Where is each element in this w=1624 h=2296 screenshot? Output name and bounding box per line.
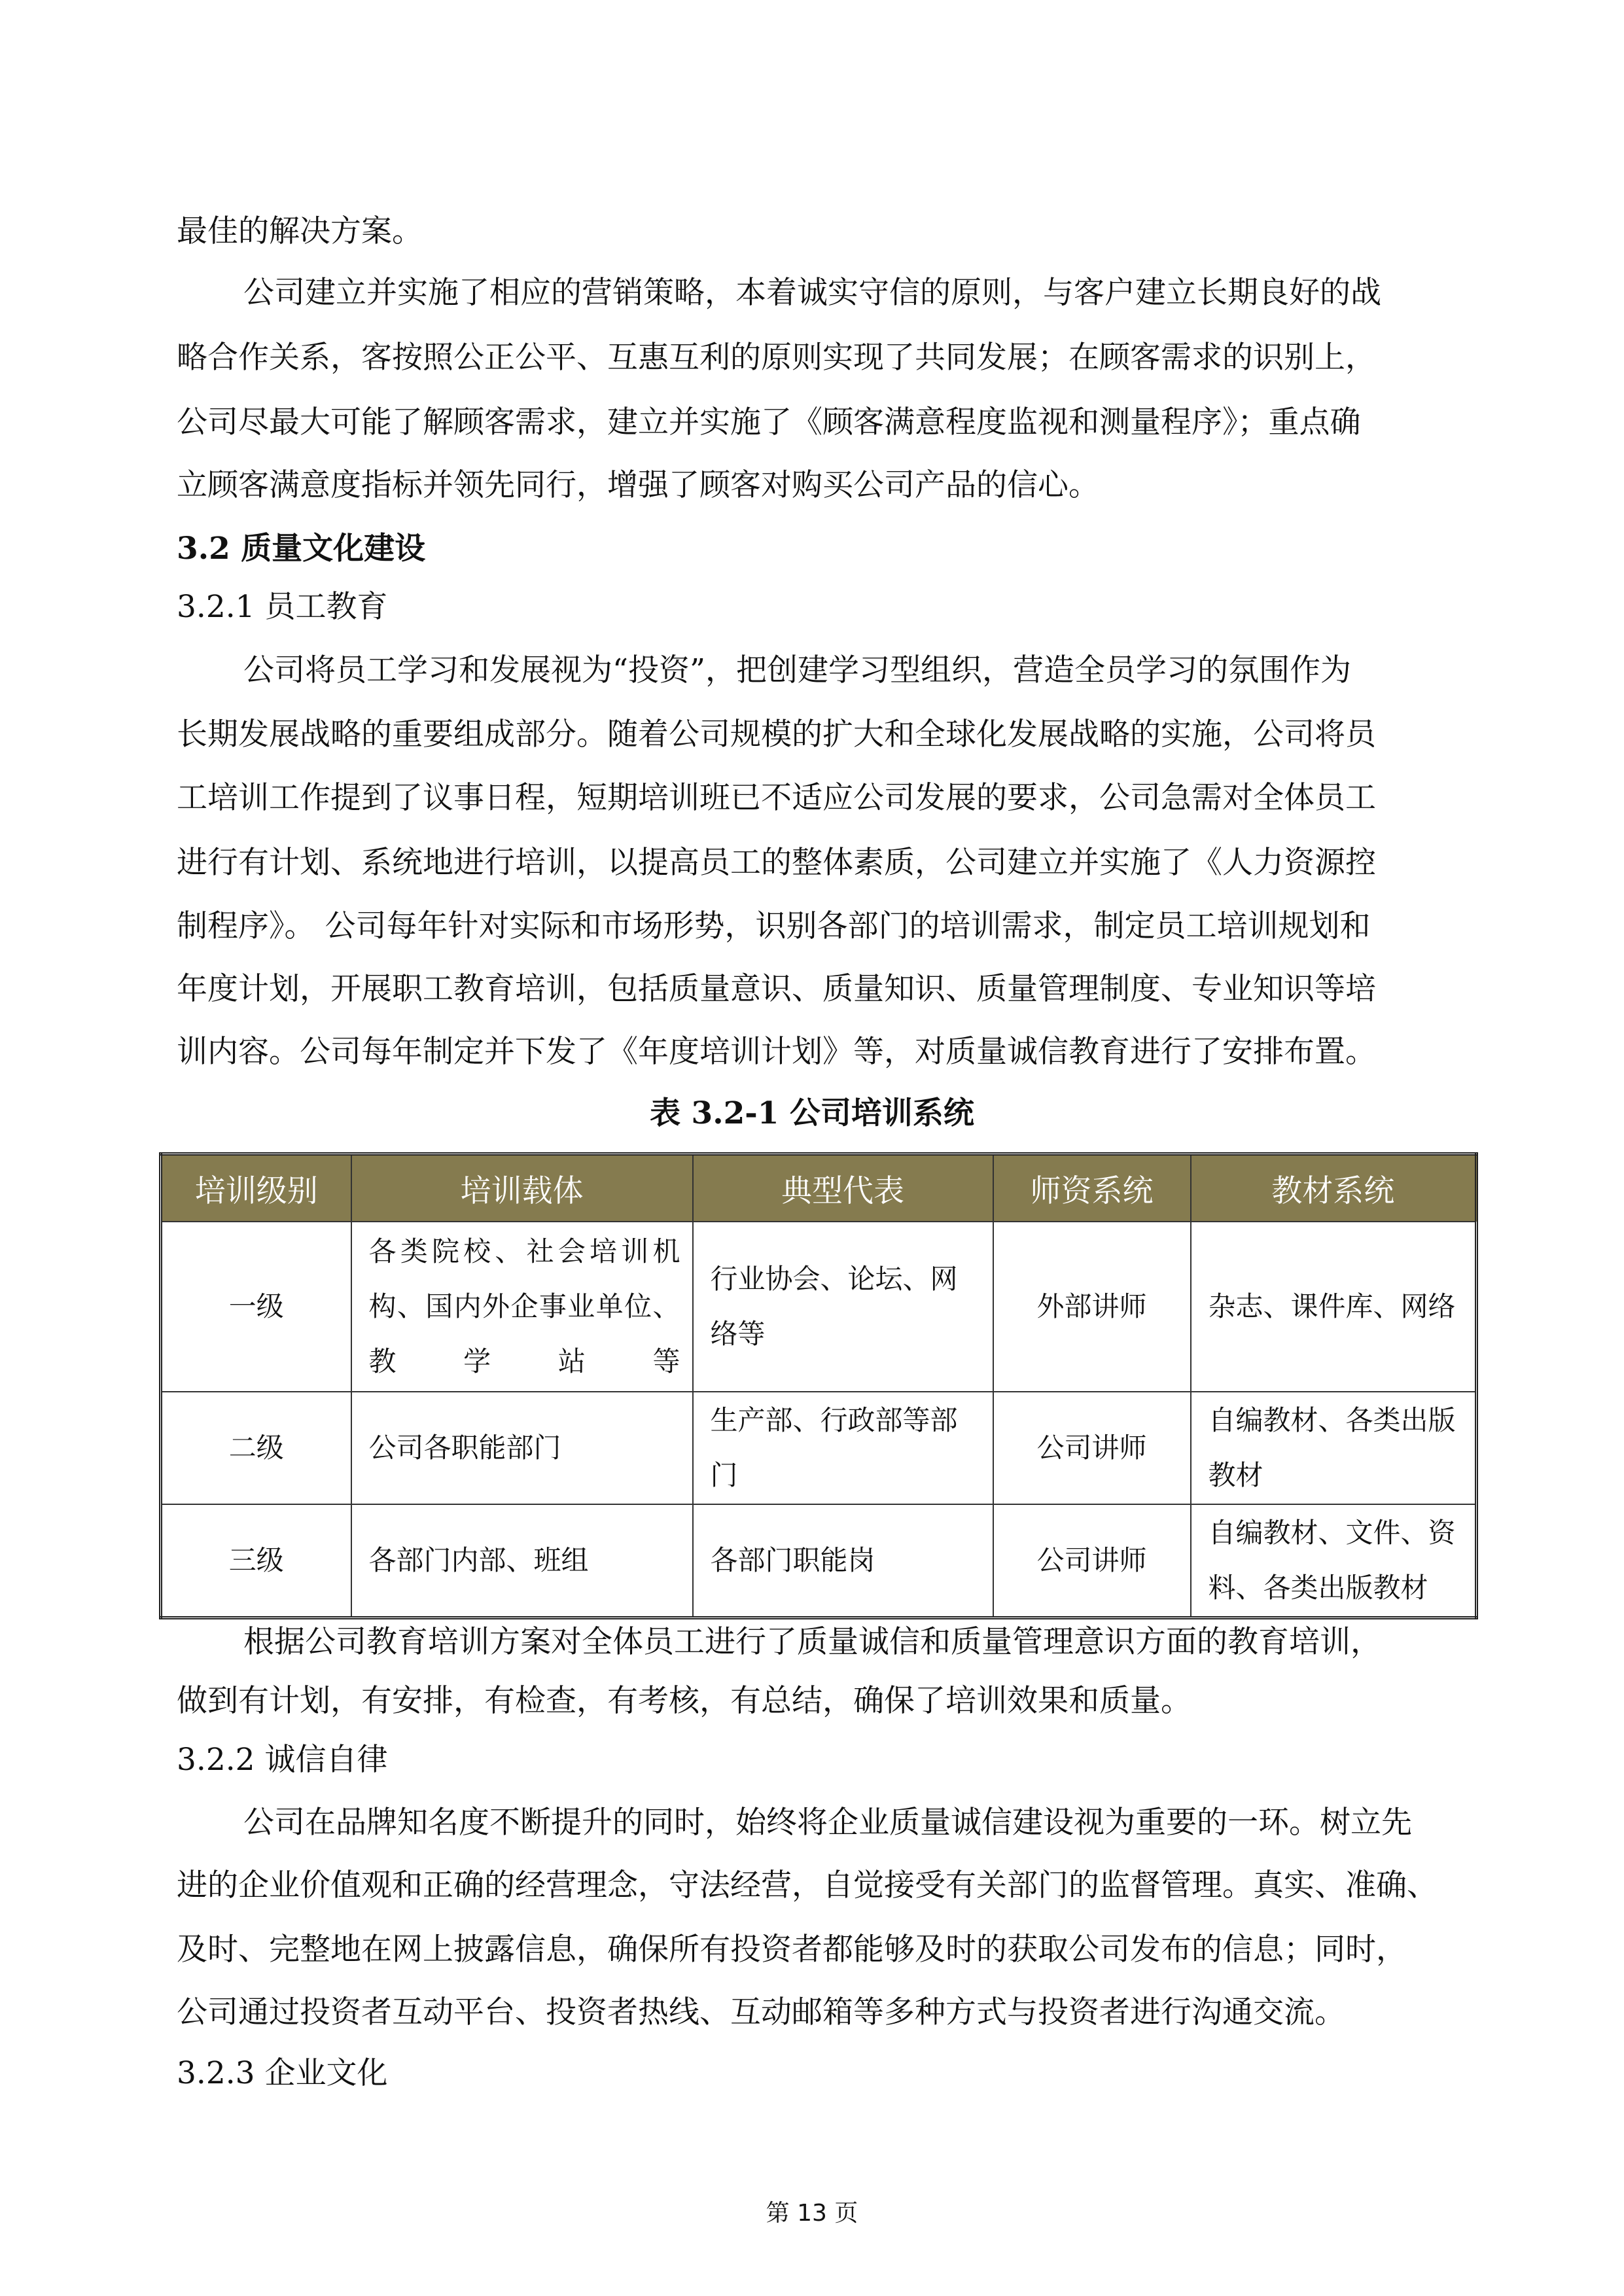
paragraph-line: 公司建立并实施了相应的营销策略，本着诚实守信的原则，与客户建立长期良好的战 xyxy=(243,275,1381,311)
paragraph-line: 长期发展战略的重要组成部分。随着公司规模的扩大和全球化发展战略的实施，公司将员 xyxy=(177,716,1376,752)
paragraph-line: 工培训工作提到了议事日程，短期培训班已不适应公司发展的要求，公司急需对全体员工 xyxy=(177,780,1376,816)
table-cell: 自编教材、各类出版教材 xyxy=(1191,1392,1477,1504)
table-header-cell: 培训级别 xyxy=(161,1154,351,1222)
paragraph-line: 年度计划，开展职工教育培训，包括质量意识、质量知识、质量管理制度、专业知识等培 xyxy=(177,971,1376,1007)
table-cell: 公司各职能部门 xyxy=(351,1392,693,1504)
paragraph-line: 最佳的解决方案。 xyxy=(177,213,423,249)
table-cell: 各类院校、社会培训机构、国内外企事业单位、教学站等 xyxy=(351,1222,693,1392)
paragraph-line: 公司尽最大可能了解顾客需求，建立并实施了《顾客满意程度监视和测量程序》；重点确 xyxy=(177,404,1361,440)
paragraph-line: 制程序》。 公司每年针对实际和市场形势，识别各部门的培训需求，制定员工培训规划和 xyxy=(177,908,1371,944)
table-cell: 三级 xyxy=(161,1504,351,1618)
paragraph-line: 略合作关系，客按照公正公平、互惠互利的原则实现了共同发展；在顾客需求的识别上， xyxy=(177,340,1376,376)
table-cell: 各部门内部、班组 xyxy=(351,1504,693,1618)
table-cell: 一级 xyxy=(161,1222,351,1392)
section-heading-3-2: 3.2 质量文化建设 xyxy=(177,531,426,567)
paragraph-line: 进行有计划、系统地进行培训，以提高员工的整体素质，公司建立并实施了《人力资源控 xyxy=(177,845,1376,881)
table-cell: 自编教材、文件、资料、各类出版教材 xyxy=(1191,1504,1477,1618)
paragraph-line: 进的企业价值观和正确的经营理念，守法经营，自觉接受有关部门的监督管理。真实、准确、 xyxy=(177,1867,1438,1903)
paragraph-line: 立顾客满意度指标并领先同行，增强了顾客对购买公司产品的信心。 xyxy=(177,467,1099,503)
paragraph-line: 训内容。公司每年制定并下发了《年度培训计划》等，对质量诚信教育进行了安排布置。 xyxy=(177,1034,1376,1070)
table-cell: 外部讲师 xyxy=(993,1222,1191,1392)
table-header-cell: 师资系统 xyxy=(993,1154,1191,1222)
table-row xyxy=(161,1222,1477,1392)
table-cell: 公司讲师 xyxy=(993,1392,1191,1504)
table-cell: 公司讲师 xyxy=(993,1504,1191,1618)
paragraph-line: 根据公司教育培训方案对全体员工进行了质量诚信和质量管理意识方面的教育培训， xyxy=(243,1624,1381,1660)
table-row xyxy=(161,1392,1477,1504)
table-header-cell: 培训载体 xyxy=(351,1154,693,1222)
paragraph-line: 公司通过投资者互动平台、投资者热线、互动邮箱等多种方式与投资者进行沟通交流。 xyxy=(177,1994,1345,2030)
paragraph-line: 做到有计划，有安排，有检查，有考核，有总结，确保了培训效果和质量。 xyxy=(177,1683,1192,1719)
section-heading-3-2-3: 3.2.3 企业文化 xyxy=(177,2055,388,2091)
section-heading-3-2-1: 3.2.1 员工教育 xyxy=(177,589,388,625)
section-heading-3-2-2: 3.2.2 诚信自律 xyxy=(177,1742,388,1778)
table-cell: 行业协会、论坛、网络等 xyxy=(693,1222,993,1392)
page-number: 第 13 页 xyxy=(766,2200,858,2227)
table-header-row xyxy=(161,1154,1477,1222)
paragraph-line: 及时、完整地在网上披露信息，确保所有投资者都能够及时的获取公司发布的信息；同时， xyxy=(177,1932,1407,1968)
table-cell: 二级 xyxy=(161,1392,351,1504)
paragraph-line: 公司将员工学习和发展视为“投资”，把创建学习型组织，营造全员学习的氛围作为 xyxy=(243,652,1352,688)
table-cell: 各部门职能岗 xyxy=(693,1504,993,1618)
table-cell: 杂志、课件库、网络 xyxy=(1191,1222,1477,1392)
table-header-cell: 教材系统 xyxy=(1191,1154,1477,1222)
training-system-table xyxy=(159,1152,1478,1619)
table-row xyxy=(161,1504,1477,1618)
table-caption: 表 3.2-1 公司培训系统 xyxy=(650,1095,974,1131)
paragraph-line: 公司在品牌知名度不断提升的同时，始终将企业质量诚信建设视为重要的一环。树立先 xyxy=(243,1805,1412,1841)
table-cell: 生产部、行政部等部门 xyxy=(693,1392,993,1504)
table-header-cell: 典型代表 xyxy=(693,1154,993,1222)
